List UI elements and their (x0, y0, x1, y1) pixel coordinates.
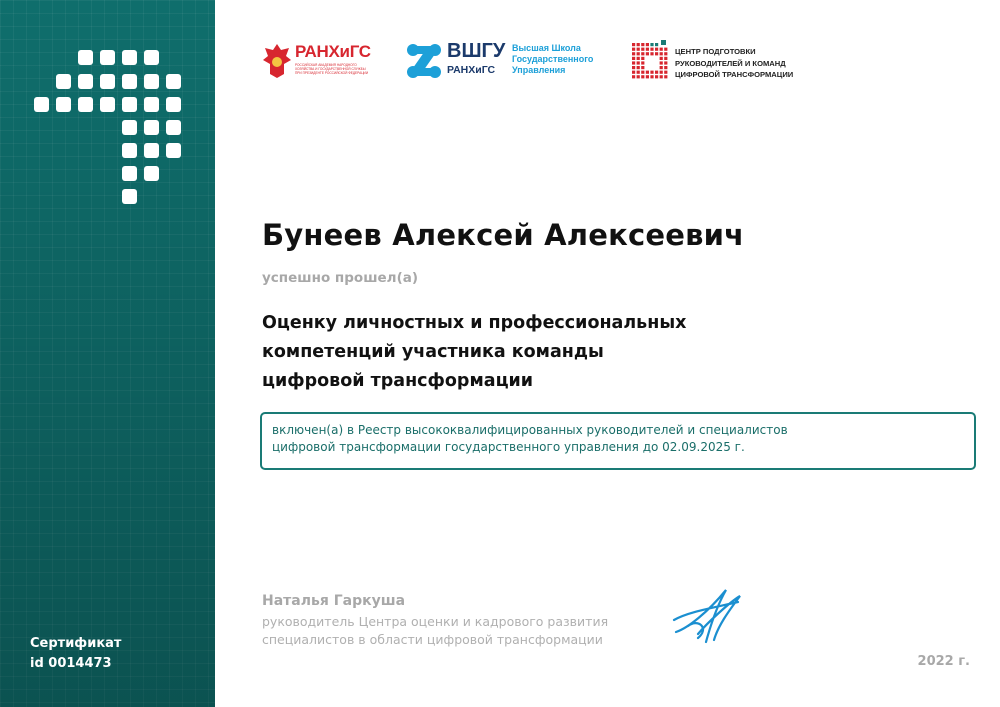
center-line1: ЦЕНТР ПОДГОТОВКИ (675, 47, 756, 56)
vshgu-name: ВШГУ (447, 40, 506, 62)
pixel-square (166, 120, 181, 135)
center-dot (660, 52, 663, 55)
center-dot (641, 52, 644, 55)
pixel-square (122, 97, 137, 112)
course-line1: Оценку личностных и профессиональных (262, 313, 687, 333)
vshgu-line1: Высшая Школа (512, 43, 581, 53)
pixel-square (100, 97, 115, 112)
center-line3: ЦИФРОВОЙ ТРАНСФОРМАЦИИ (675, 70, 794, 79)
pixel-square (144, 50, 159, 65)
course-line3: цифровой трансформации (262, 371, 534, 391)
pixel-square (122, 143, 137, 158)
pixel-square (100, 74, 115, 89)
pixel-square (144, 97, 159, 112)
vshgu-sub: РАНХиГС (447, 64, 496, 76)
course-title (262, 309, 686, 396)
center-dot (664, 52, 667, 55)
pixel-square (144, 166, 159, 181)
pixel-square (78, 97, 93, 112)
registry-line1: включен(а) в Реестр высококвалифицированных руководителей и специалистов (272, 423, 788, 437)
issue-year: 2022 г. (917, 654, 970, 669)
center-dot (664, 61, 667, 64)
logo-bar (262, 38, 822, 84)
handwritten-signature (668, 582, 748, 648)
center-dot (637, 61, 640, 64)
center-dot (632, 75, 635, 78)
signer-role-line2: специалистов в области цифровой трансформации (262, 632, 603, 647)
pixel-square (122, 74, 137, 89)
center-dot (637, 48, 640, 51)
pixel-square (56, 74, 71, 89)
eagle-emblem-icon (262, 42, 292, 80)
center-dot (650, 52, 653, 55)
pixel-square (34, 97, 49, 112)
center-dot (655, 52, 658, 55)
center-dot (641, 57, 644, 60)
center-dot (641, 48, 644, 51)
center-dot (632, 52, 635, 55)
registry-notice (260, 412, 976, 470)
center-dot (637, 43, 640, 46)
signer-role (262, 613, 608, 649)
course-line2: компетенций участника команды (262, 342, 604, 362)
center-dot (637, 66, 640, 69)
center-dot (632, 57, 635, 60)
pixel-square (166, 97, 181, 112)
center-dot (646, 43, 649, 46)
center-logo (630, 38, 820, 84)
ranepa-logo (262, 38, 372, 84)
sidebar-panel (0, 0, 215, 707)
registry-line2: цифровой трансформации государственного управления до 02.09.2025 г. (272, 440, 745, 454)
signer-role-line1: руководитель Центра оценки и кадрового развития (262, 614, 609, 629)
center-dot (646, 48, 649, 51)
center-dot (637, 52, 640, 55)
center-line2: РУКОВОДИТЕЛЕЙ И КОМАНД (675, 58, 786, 68)
pixel-square (144, 120, 159, 135)
vshgu-fullname (512, 43, 593, 76)
center-dot (641, 66, 644, 69)
vshgu-line3: Управления (512, 65, 566, 75)
center-dot (646, 52, 649, 55)
center-dot (650, 71, 653, 74)
center-dot (660, 66, 663, 69)
pixel-square (166, 74, 181, 89)
vshgu-line2: Государственного (512, 54, 594, 64)
center-dot (641, 71, 644, 74)
completion-status: успешно прошел(а) (262, 270, 419, 286)
pixel-square (122, 189, 137, 204)
ranepa-tagline: РОССИЙСКАЯ АКАДЕМИЯ НАРОДНОГО ХОЗЯЙСТВА И ГОСУДАРСТВЕННОЙ СЛУЖБЫ ПРИ ПРЕЗИДЕНТЕ РОССИЙСКОЙ ФЕДЕРАЦИИ (295, 63, 369, 76)
center-dot (637, 75, 640, 78)
pixel-square (122, 120, 137, 135)
pixel-square (122, 50, 137, 65)
center-dot (646, 71, 649, 74)
molecule-icon (405, 42, 443, 80)
center-title (675, 46, 793, 81)
certificate-id-block (30, 634, 121, 674)
dotted-square-icon (630, 40, 670, 80)
pixel-square (166, 143, 181, 158)
center-dot (655, 71, 658, 74)
pixel-square (144, 143, 159, 158)
pixel-square (100, 50, 115, 65)
center-dot (664, 71, 667, 74)
center-dot (660, 57, 663, 60)
pixel-square (78, 50, 93, 65)
center-dot (664, 66, 667, 69)
center-dot (660, 75, 663, 78)
certificate-id: id 0014473 (30, 656, 112, 671)
pixel-square (78, 74, 93, 89)
center-dot (655, 48, 658, 51)
center-dot (632, 48, 635, 51)
center-dot (641, 43, 644, 46)
center-dot (655, 43, 658, 46)
ranepa-name: РАНХиГС (295, 42, 371, 61)
center-dot (664, 48, 667, 51)
center-dot (650, 43, 653, 46)
center-dot (664, 57, 667, 60)
center-dot (637, 57, 640, 60)
recipient-name: Бунеев Алексей Алексеевич (262, 218, 745, 252)
pixel-square (144, 74, 159, 89)
pixel-square (56, 97, 71, 112)
center-dot (664, 75, 667, 78)
vshgu-logo (405, 38, 605, 84)
center-dot (641, 75, 644, 78)
center-dot-accent (661, 40, 666, 45)
center-dot (660, 61, 663, 64)
pixel-square (122, 166, 137, 181)
center-dot (641, 61, 644, 64)
center-dot (646, 75, 649, 78)
center-dot (650, 48, 653, 51)
center-dot (660, 48, 663, 51)
certificate-label: Сертификат (30, 636, 122, 651)
center-dot (632, 61, 635, 64)
center-dot (637, 71, 640, 74)
center-dot (655, 75, 658, 78)
signer-name: Наталья Гаркуша (262, 593, 406, 609)
center-dot (632, 71, 635, 74)
center-dot (632, 43, 635, 46)
center-dot (660, 71, 663, 74)
center-dot (650, 75, 653, 78)
center-dot (632, 66, 635, 69)
